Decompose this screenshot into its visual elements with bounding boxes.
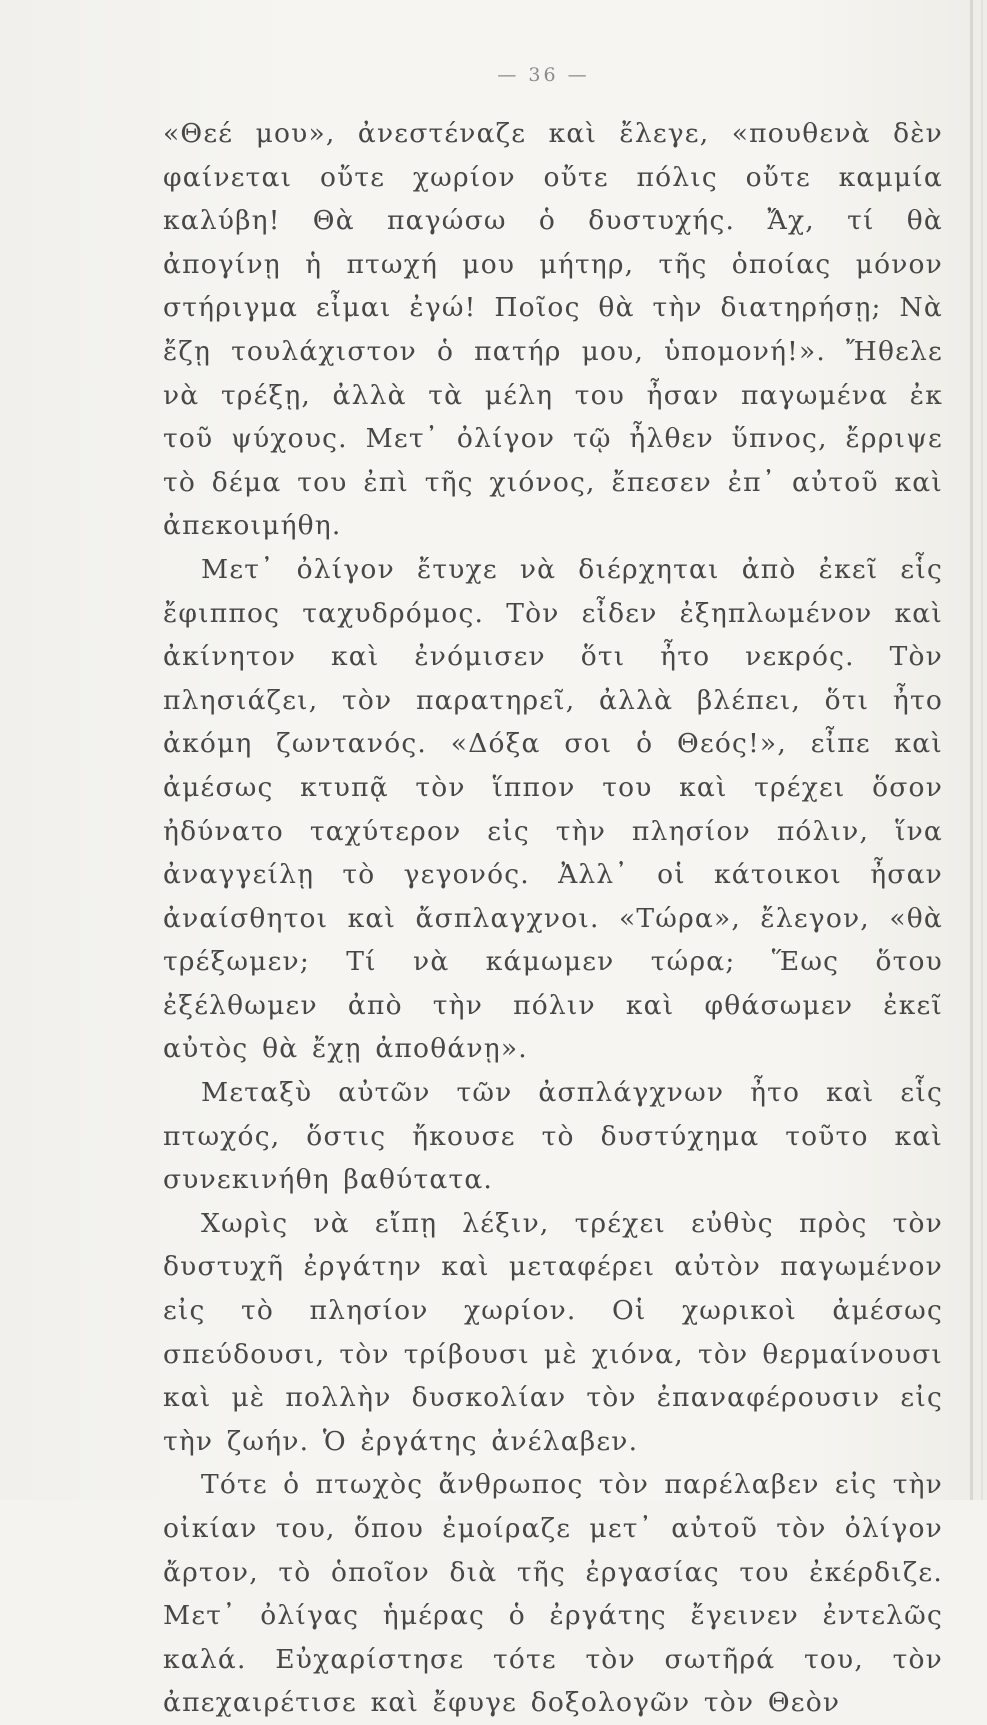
page-edge-shadow bbox=[970, 0, 973, 1500]
paragraph-2: Μετ᾽ ὀλίγον ἔτυχε νὰ διέρχηται ἀπὸ ἐκεῖ εἷς ἔφιππος ταχυδρόμος. Τὸν εἶδεν ἐξηπλωμένον καὶ ἀκίνητον καὶ ἐνόμισεν ὅτι ἦτο νεκρός. Τὸν πλησιάζει, τὸν παρατηρεῖ, ἀλλὰ βλέπει, ὅτι ἦτο ἀκόμη ζωντανός. «Δόξα σοι ὁ Θεός!», εἶπε καὶ ἀμέσως κτυπᾷ τὸν ἵππον του καὶ τρέχει ὅσον ἠδύνατο ταχύτερον εἰς τὴν πλησίον πόλιν, ἵνα ἀναγγείλῃ τὸ γεγονός. Ἀλλ᾽ οἱ κάτοικοι ἦσαν ἀναίσθητοι καὶ ἄσπλαγχνοι. «Τώρα», ἔλεγον, «θὰ τρέξωμεν; Τί νὰ κάμωμεν τώρα; Ἕως ὅτου ἐξέλθωμεν ἀπὸ τὴν πόλιν καὶ φθάσωμεν ἐκεῖ αὐτὸς θὰ ἔχῃ ἀποθάνῃ». bbox=[163, 553, 943, 1065]
page-edge-line bbox=[981, 0, 983, 1500]
paragraph-4: Χωρὶς νὰ εἴπῃ λέξιν, τρέχει εὐθὺς πρὸς τὸν δυστυχῆ ἐργάτην καὶ μεταφέρει αὐτὸν παγωμένον εἰς τὸ πλησίον χωρίον. Οἱ χωρικοὶ ἀμέσως σπεύδουσι, τὸν τρίβουσι μὲ χιόνα, τὸν θερμαίνουσι καὶ μὲ πολλὴν δυσκολίαν τὸν ἐπαναφέρουσιν εἰς τὴν ζωήν. Ὁ ἐργάτης ἀνέλαβεν. bbox=[163, 1207, 943, 1457]
page-number: — 36 — bbox=[497, 64, 590, 86]
paragraph-1: «Θεέ μου», ἀνεστέναζε καὶ ἔλεγε, «πουθενὰ δὲν φαίνεται οὔτε χωρίον οὔτε πόλις οὔτε καμμία καλύβη! Θὰ παγώσω ὁ δυστυχής. Ἄχ, τί θὰ ἀπογίνῃ ἡ πτωχή μου μήτηρ, τῆς ὁποίας μόνον στήριγμα εἶμαι ἐγώ! Ποῖος θὰ τὴν διατηρήσῃ; Νὰ ἔζῃ τουλάχιστον ὁ πατήρ μου, ὑπομονή!». Ἤθελε νὰ τρέξῃ, ἀλλὰ τὰ μέλη του ἦσαν παγωμένα ἐκ τοῦ ψύχους. Μετ᾽ ὀλίγον τῷ ἦλθεν ὕπνος, ἔρριψε τὸ δέμα του ἐπὶ τῆς χιόνος, ἔπεσεν ἐπ᾽ αὐτοῦ καὶ ἀπεκοιμήθη. bbox=[163, 118, 943, 542]
page-text-body bbox=[163, 112, 943, 1725]
paragraph-5: Τότε ὁ πτωχὸς ἄνθρωπος τὸν παρέλαβεν εἰς τὴν οἰκίαν του, ὅπου ἐμοίραζε μετ᾽ αὐτοῦ τὸν ὀλίγον ἄρτον, τὸ ὁποῖον διὰ τῆς ἐργασίας του ἐκέρδιζε. Μετ᾽ ὀλίγας ἡμέρας ὁ ἐργάτης ἔγεινεν ἐντελῶς καλά. Εὐχαρίστησε τότε τὸν σωτῆρά του, τὸν ἀπεχαιρέτισε καὶ ἔφυγε δοξολογῶν τὸν Θεὸν bbox=[163, 1469, 943, 1719]
paragraph-3: Μεταξὺ αὐτῶν τῶν ἀσπλάγχνων ἦτο καὶ εἷς πτωχός, ὅστις ἤκουσε τὸ δυστύχημα τοῦτο καὶ συνεκινήθη βαθύτατα. bbox=[163, 1077, 943, 1196]
